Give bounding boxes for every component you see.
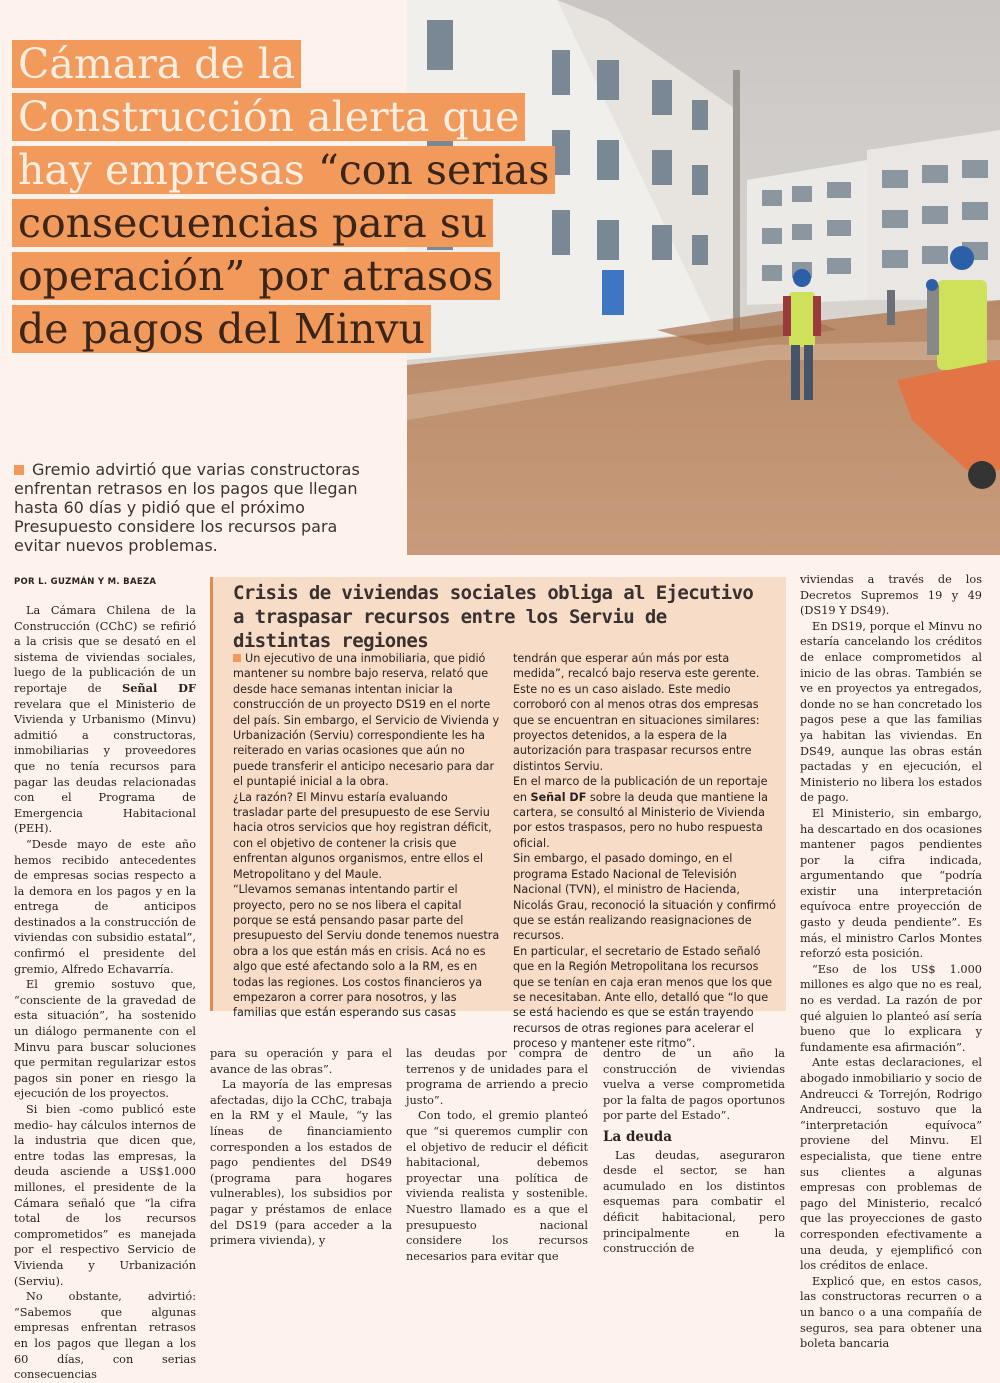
col1-paragraph-1 (14, 603, 196, 837)
headline-line-6: de pagos del Minvu (12, 305, 431, 353)
col5-paragraph-4: “Eso de los US$ 1.000 millones es algo que no es real, no es verdad. La razón de por qué alguien lo planteó así sería bueno que lo explicara y fundamente esa afirmación”. (800, 962, 982, 1054)
col5-paragraph-6: Explicó que, en estos casos, las constructoras recurren o a un banco o a una compañía de seguros, sea para obtener una boleta bancaria (800, 1274, 982, 1351)
article-column-1 (14, 603, 196, 1383)
sidebar-left-p1-text: Un ejecutivo de una inmobiliaria, que pidió mantener su nombre bajo reserva, relató que desde hace semanas intentan iniciar la construcción de un proyecto DS19 en el norte del país. Sin embargo, el Servicio de Vivienda y Urbanización (Serviu) correspondiente les ha reiterado en varias ocasiones que aún no puede transferir el anticipo necesario para dar el puntapié inicial a la obra. (233, 652, 500, 789)
sidebar-right-p3-c: sobre la deuda que mantiene la cartera, se consultó al Ministerio de Vivienda por estos traspasos, pero no hubo respuesta oficial. (513, 790, 768, 850)
col1-paragraph-4: Si bien -como publicó este medio- hay cálculos internos de la industria que dicen que, entre todas las empresas, la deuda asciende a US$1.000 millones, el presidente de la Cámara señaló que “la cifra total de los recursos comprometidos” es manejada por el respectivo Servicio de Vivienda y Urbanización (Serviu). (14, 1103, 196, 1288)
col1-p1-source: Señal DF (122, 680, 196, 695)
sidebar-right-p1: tendrán que esperar aún más por esta medida”, recalcó bajo reserva este gerente. (513, 652, 760, 681)
col1-paragraph-5: No obstante, advirtió: “Sabemos que algunas empresas enfrentan retrasos en los pagos que llegan a los 60 días, con serias consecuencias (14, 1290, 196, 1382)
col2-paragraph-2: La mayoría de las empresas afectadas, dijo la CChC, trabaja en la RM y el Maule, “y las líneas de financiamiento corresponden a los estados de pago pendientes del DS49 (programa para hogares vulnerables), los subsidios por pagar y préstamos de enlace del DS19 (para acceder a la primera vivienda), y (210, 1078, 392, 1248)
col5-paragraph-5: Ante estas declaraciones, el abogado inmobiliario y socio de Andreucci & Torrejón, Rodrigo Andreucci, sostuvo que la “interpretación equívoca” proviene del Minvu. El especialista, que tiene entre sus clientes a algunas empresas con problemas de pago del Ministerio, recalcó que las proyecciones de gasto corresponden efectivamente a una deuda, y ejemplificó con los créditos de enlace. (800, 1056, 982, 1273)
sidebar-column-left (233, 651, 501, 1021)
sidebar-right-p4: Sin embargo, el pasado domingo, en el programa Estado Nacional de Televisión Nacional (TVN), el ministro de Hacienda, Nicolás Grau, reconoció la situación y confirmó que se están realizando reasignaciones de recursos. (513, 852, 776, 943)
col4-paragraph-1: dentro de un año la construcción de viviendas vuelva a verse comprometida por la falta de pagos oportunos por parte del Estado”. (603, 1047, 785, 1123)
sidebar-box (210, 577, 786, 1051)
headline-line-3-start: hay empresas (18, 146, 318, 194)
sidebar-left-p3: “Llevamos semanas intentando partir el proyecto, pero no se nos libera el capital porque se está pensando pasar parte del presupuesto del Serviu donde tenemos nuestra obra a los que están más en crisis. Acá no es algo que esté afectando solo a la RM, es en todas las regiones. Los costos financieros ya empezaron a correr para nosotros, y las familias que están esperando sus casas (233, 883, 500, 1020)
lead-text: Gremio advirtió que varias constructoras enfrentan retrasos en los pagos que llegan hasta 60 días y pidió que el próximo Presupuesto considere los recursos para evitar nuevos problemas. (14, 460, 360, 555)
col4-paragraph-2: Las deudas, aseguraron desde el sector, se han acumulado en los distintos esquemas para combatir el déficit habitacional, pero principalmente en la construcción de (603, 1148, 785, 1256)
sidebar-right-p2: Este no es un caso aislado. Este medio corroboró con al menos otras dos empresas que se encuentran en situaciones similares: proyectos detenidos, a la espera de la autorización para traspasar recursos entre distintos Serviu. (513, 682, 760, 773)
sidebar-right-p3-a: En el marco de la publicación de un reportaje en (513, 775, 768, 804)
headline-line-2: Construcción alerta que (12, 93, 525, 141)
col3-paragraph-1: las deudas por compra de terrenos y de unidades para el programa de arriendo a precio justo”. (406, 1047, 588, 1107)
section-heading-la-deuda: La deuda (603, 1128, 672, 1145)
lead-bullet-icon (14, 465, 24, 475)
col1-paragraph-3: El gremio sostuvo que, “consciente de la gravedad de esta situación”, ha sostenido un diálogo permanente con el Minvu para buscar soluciones que permitan regularizar estos pagos sin poner en riesgo la ejecución de los proyectos. (14, 978, 196, 1101)
sidebar-left-p1 (233, 651, 501, 790)
headline-line-5: operación” por atrasos (12, 252, 500, 300)
sidebar-right-p3 (513, 774, 781, 851)
sidebar-column-right (513, 651, 781, 1052)
col2-paragraph-1: para su operación y para el avance de las obras”. (210, 1047, 392, 1076)
byline: POR L. GUZMÁN Y M. BAEZA (14, 577, 157, 587)
col5-paragraph-3: El Ministerio, sin embargo, ha descartado en dos ocasiones mantener pagos pendientes por la cifra indicada, argumentando que “podría existir una interpretación equívoca entre proyección de gasto y deuda pendiente”. Es más, el ministro Carlos Montes reforzó esta posición. (800, 806, 982, 961)
col3-paragraph-2: Con todo, el gremio planteó que “si queremos cumplir con el objetivo de reducir el déficit habitacional, debemos proyectar una política de vivienda realista y sostenible. Nuestro llamado es a que el presupuesto nacional considere los recursos necesarios para evitar que (406, 1109, 588, 1263)
headline (12, 38, 652, 356)
sidebar-bullet-icon (233, 654, 241, 662)
col1-paragraph-2: “Desde mayo de este año hemos recibido antecedentes de empresas socias respecto a la demora en los pagos y en la entrega de anticipos destinados a la construcción de viviendas con subsidio estatal”, confirmó el presidente del gremio, Alfredo Echavarría. (14, 837, 196, 976)
col5-paragraph-2: En DS19, porque el Minvu no estaría cancelando los créditos de enlace comprometidos al inicio de las obras. También se ve en proyectos ya entregados, donde no se han concretado los pagos pese a que las familias ya habitan las viviendas. En DS49, aunque las obras están pactadas y en ejecución, el Ministerio no libera los estados de pago. (800, 619, 982, 805)
col1-p1-text-a: La Cámara Chilena de la Construcción (CChC) se refirió a la crisis que se desató en el sistema de viviendas sociales, luego de la publicación de un reportaje de (14, 604, 196, 695)
col1-p1-text-c: revelara que el Ministerio de Vivienda y Urbanismo (Minvu) admitió a constructoras, inmobiliarias y proveedores que no tenía recursos para pagar las deudas relacionadas con el Programa de Emergencia Habitacional (PEH). (14, 697, 196, 836)
article-column-5 (800, 572, 982, 1352)
article-column-4 (603, 1046, 785, 1257)
sidebar-right-p5: En particular, el secretario de Estado señaló que en la Región Metropolitana los recursos que se tenían en caja eran menos que los que se necesitaban. Ante ello, detalló que “lo que se está haciendo es que se están trayendo recursos de otras regiones para acelerar el proceso y mantener este ritmo”. (513, 944, 773, 1051)
sidebar-right-p3-source: Señal DF (530, 790, 587, 804)
headline-line-1: Cámara de la (12, 40, 301, 88)
sidebar-left-p2: ¿La razón? El Minvu estaría evaluando trasladar parte del presupuesto de ese Serviu hacia otros servicios que hoy registran déficit, con el objetivo de contener la crisis que enfrentan algunos organismos, entre ellos el Metropolitano y del Maule. (233, 790, 492, 881)
headline-line-3-end: “con serias (317, 146, 550, 194)
headline-line-3 (12, 146, 555, 194)
headline-line-4: consecuencias para su (12, 199, 493, 247)
col5-paragraph-1: viviendas a través de los Decretos Supremos 19 y 49 (DS19 Y DS49). (800, 573, 982, 618)
lead-summary (14, 460, 386, 555)
sidebar-title: Crisis de viviendas sociales obliga al Ejecutivo a traspasar recursos entre los Serviu de distintas regiones (233, 582, 754, 652)
article-column-3 (406, 1046, 588, 1264)
article-column-2 (210, 1046, 392, 1249)
